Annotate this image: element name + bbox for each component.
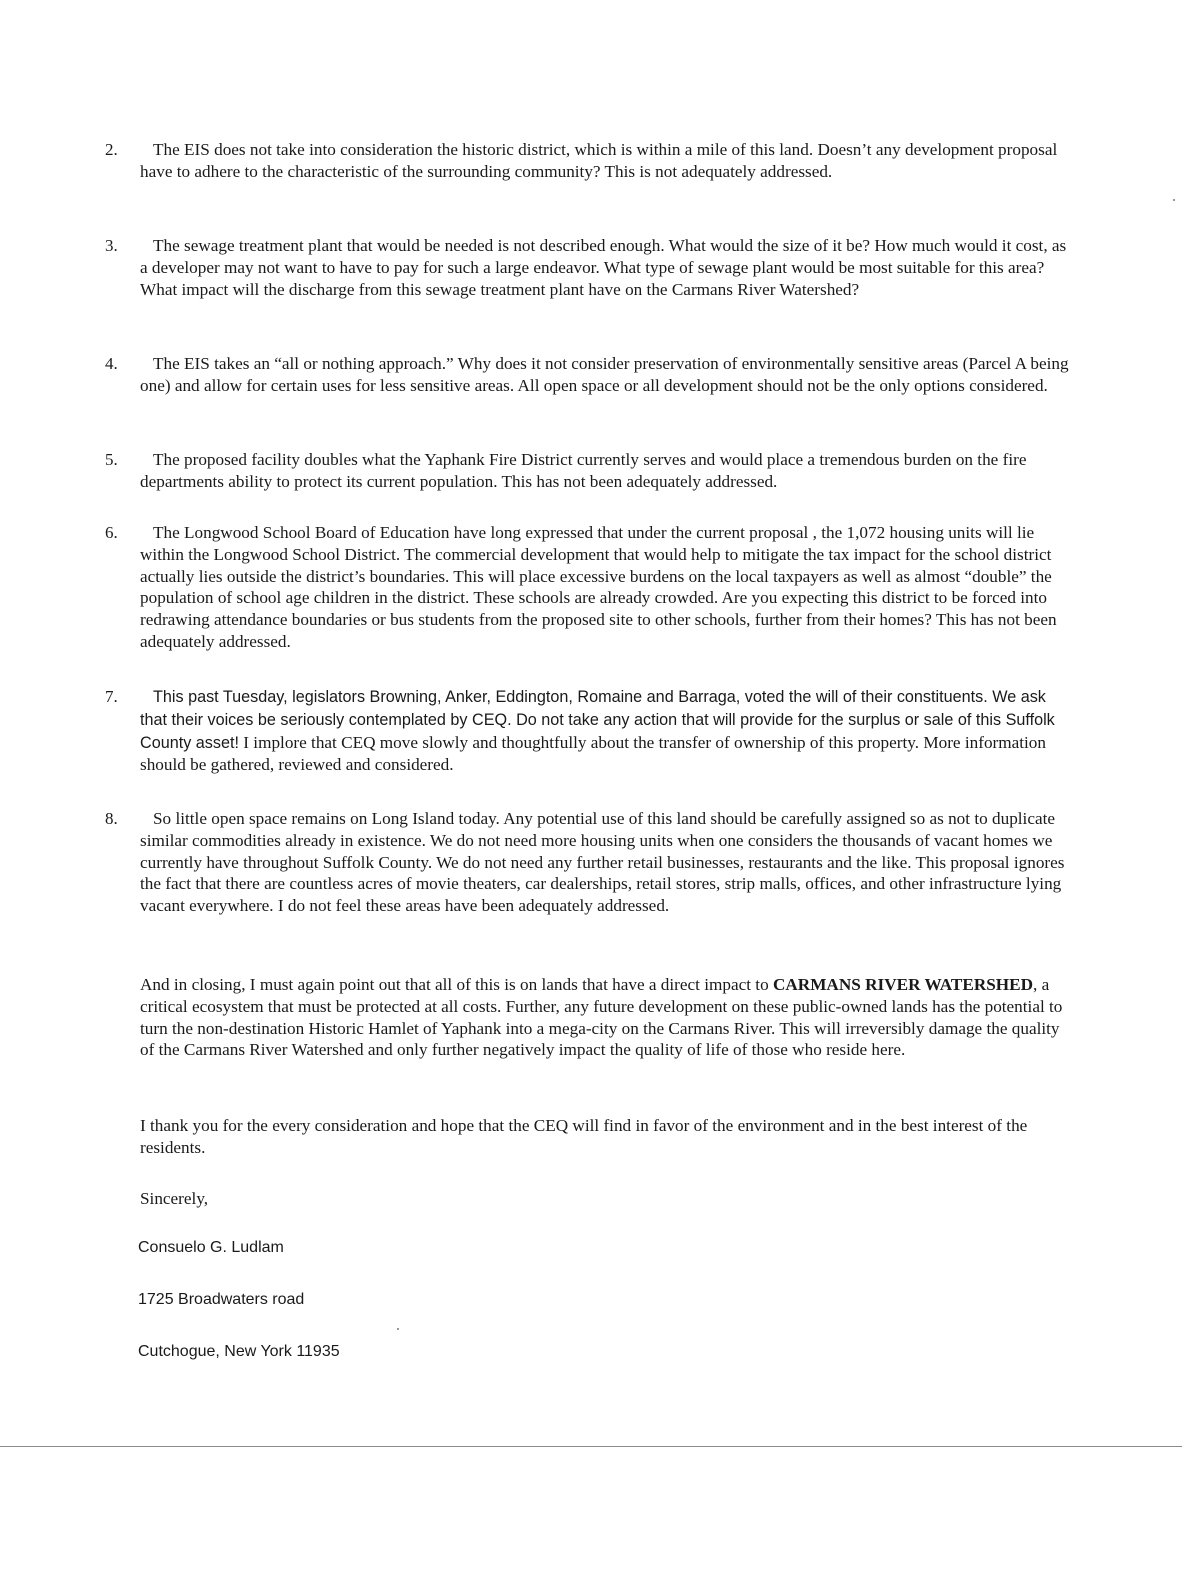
item-text: The EIS takes an “all or nothing approach.” Why does it not consider preservation of environmentally sensitive areas (Parcel A being one) and allow for certain uses for less sensitive areas. All open space or all development should not be the only options considered. <box>140 354 1069 395</box>
scan-speck <box>397 1328 399 1330</box>
list-item-7 <box>105 686 1070 776</box>
signature-city: Cutchogue, New York 11935 <box>138 1343 340 1360</box>
item-text <box>140 686 1070 776</box>
page-bottom-rule <box>0 1446 1182 1447</box>
thanks-paragraph: I thank you for the every consideration and hope that the CEQ will find in favor of the environment and in the best interest of the residents. <box>140 1116 1028 1157</box>
item-text: The proposed facility doubles what the Yaphank Fire District currently serves and would place a tremendous burden on the fire departments ability to protect its current population. This has not been adequately addressed. <box>140 450 1027 491</box>
closing-paragraph <box>140 974 1070 1061</box>
item-text: The EIS does not take into consideration the historic district, which is within a mile of this land. Doesn’t any development proposal have to adhere to the characteristic of the surrounding community? This is not adequately addressed. <box>140 140 1058 181</box>
item-text: The sewage treatment plant that would be needed is not described enough. What would the size of it be? How much would it cost, as a developer may not want to have to pay for such a large endeavor. What type of sewage plant would be most suitable for this area? What impact will the discharge from this sewage treatment plant have on the Carmans River Watershed? <box>140 236 1067 299</box>
item-text-serif-part: I implore that CEQ move slowly and thoughtfully about the transfer of ownership of this property. More information should be gathered, reviewed and considered. <box>140 732 1046 775</box>
closing-text-start: And in closing, I must again point out that all of this is on lands that have a direct impact to <box>140 975 773 994</box>
signature-street: 1725 Broadwaters road <box>138 1291 305 1308</box>
list-item-5 <box>105 449 1070 493</box>
item-number: 8. <box>105 809 118 828</box>
item-text-sans-part: This past Tuesday, legislators Browning, Anker, Eddington, Romaine and Barraga, voted the will of their constituents. We ask that their voices be seriously contemplated by CEQ. Do not take any action that will provide for the surplus or sale of this Suffolk County asset! <box>140 688 1055 752</box>
signature-name: Consuelo G. Ludlam <box>138 1239 284 1256</box>
list-item-4 <box>105 353 1070 397</box>
closing-text-end: , a critical ecosystem that must be protected at all costs. Further, any future development on these public-owned lands has the potential to turn the non-destination Historic Hamlet of Yaphank into a mega-city on the Carmans River. This will irreversibly damage the quality of the Carmans River Watershed and only further negatively impact the quality of life of those who reside here. <box>140 975 1063 1060</box>
list-item-6 <box>105 522 1070 653</box>
item-number: 4. <box>105 354 118 373</box>
item-number: 7. <box>105 687 118 706</box>
item-number: 5. <box>105 450 118 469</box>
item-text: So little open space remains on Long Island today. Any potential use of this land should be carefully assigned so as not to duplicate similar commodities already in existence. We do not need more housing units when one considers the thousands of vacant homes we currently have throughout Suffolk County. We do not need any further retail businesses, restaurants and the like. This proposal ignores the fact that there are countless acres of movie theaters, car dealerships, retail stores, strip malls, offices, and other infrastructure lying vacant everywhere. I do not feel these areas have been adequately addressed. <box>140 809 1065 916</box>
scan-speck <box>1173 199 1175 201</box>
list-item-2 <box>105 139 1070 183</box>
item-number: 2. <box>105 140 118 159</box>
closing-emphasis: CARMANS RIVER WATERSHED <box>772 975 1034 994</box>
item-text: The Longwood School Board of Education have long expressed that under the current proposal , the 1,072 housing units will lie within the Longwood School District. The commercial development that would help to mitigate the tax impact for the school district actually lies outside the district’s boundaries. This will place excessive burdens on the local taxpayers as well as almost “double” the population of school age children in the district. These schools are already crowded. Are you expecting this district to be forced into redrawing attendance boundaries or bus students from the proposed site to other schools, further from their homes? This has not been adequately addressed. <box>140 523 1057 651</box>
list-item-8 <box>105 808 1070 917</box>
list-item-3 <box>105 235 1070 300</box>
item-number: 3. <box>105 236 118 255</box>
item-number: 6. <box>105 523 118 542</box>
signoff: Sincerely, <box>140 1189 209 1208</box>
